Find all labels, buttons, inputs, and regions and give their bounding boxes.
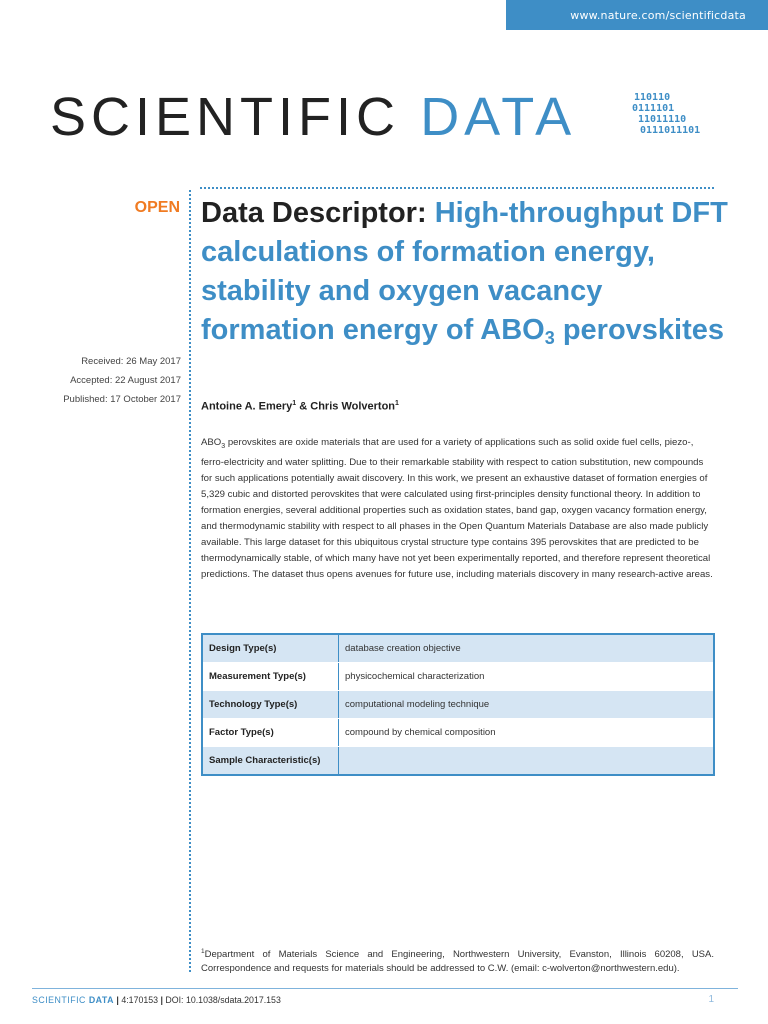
table-row: [202, 719, 714, 747]
table-value: [339, 747, 715, 776]
table-key: Sample Characteristic(s): [202, 747, 339, 776]
journal-url-bar[interactable]: [506, 0, 768, 30]
table-key: Factor Type(s): [202, 719, 339, 747]
abstract: [201, 435, 716, 583]
author-name: Chris Wolverton: [310, 400, 396, 413]
abstract-subscript: 3: [221, 442, 226, 450]
binary-line: 0111101: [632, 103, 675, 114]
article-title-end: perovskites: [562, 314, 725, 346]
footer-separator: |: [116, 995, 119, 1005]
author-affiliation-marker: 1: [395, 400, 399, 407]
binary-line: 0111011101: [640, 125, 701, 136]
margin-dotted-divider: [189, 190, 191, 972]
affiliation-footnote: [201, 945, 714, 976]
page-number: 1: [708, 994, 714, 1005]
author-separator: &: [299, 400, 308, 413]
published-date: Published: 17 October 2017: [63, 394, 181, 405]
abstract-formula: ABO: [201, 437, 222, 448]
table-row: [202, 663, 714, 691]
table-value: physicochemical characterization: [339, 663, 715, 691]
table-value: compound by chemical composition: [339, 719, 715, 747]
page-footer: [32, 995, 281, 1005]
journal-url[interactable]: www.nature.com/scientificdata: [570, 8, 746, 22]
table-key: Technology Type(s): [202, 691, 339, 719]
header-dotted-divider: [200, 187, 714, 189]
table-row: [202, 691, 714, 719]
article-type-label: Data Descriptor:: [201, 197, 427, 229]
footer-doi[interactable]: DOI: 10.1038/sdata.2017.153: [165, 995, 281, 1005]
author-affiliation-marker: 1: [292, 400, 297, 407]
footer-citation: 4:170153: [121, 995, 159, 1005]
table-key: Measurement Type(s): [202, 663, 339, 691]
article-dates: [63, 352, 181, 409]
binary-line: 11011110: [638, 114, 687, 125]
title-subscript: 3: [544, 328, 555, 348]
footer-brand-word2: DATA: [88, 995, 114, 1005]
received-date: Received: 26 May 2017: [81, 356, 181, 367]
footnote-marker: 1: [201, 948, 205, 955]
author-list: [201, 400, 399, 413]
footnote-text: Department of Materials Science and Engineering, Northwestern University, Evanston, Illinois 60208, USA. Correspondence and requests for materials should be addressed to C.W. (email: c-wolverton@northwestern.edu).: [201, 949, 714, 975]
masthead-word-scientific: SCIENTIFIC: [50, 87, 401, 147]
footer-separator: |: [160, 995, 163, 1005]
accepted-date: Accepted: 22 August 2017: [70, 375, 181, 386]
metadata-table: [201, 633, 715, 776]
binary-logo-icon: [626, 92, 700, 136]
masthead-word-data: DATA: [420, 87, 577, 147]
table-value: computational modeling technique: [339, 691, 715, 719]
table-row: [202, 747, 714, 776]
table-key: Design Type(s): [202, 634, 339, 663]
open-access-label: OPEN: [134, 199, 180, 216]
abstract-text: perovskites are oxide materials that are used for a variety of applications such as solid oxide fuel cells, piezo-, ferro-electricity and water splitting. Due to their remarkable stability with respect to cation substitution, new compounds for such applications potentially await discovery. In this work, we present an exhaustive dataset of formation energies of 5,329 cubic and distorted perovskites that were calculated using first-principles density functional theory. In addition to formation energies, several additional properties such as oxidation states, band gap, oxygen vacancy formation energy, and thermodynamic stability with respect to all phases in the Open Quantum Materials Database are also made publicly available. This large dataset for this ubiquitous crystal structure type contains 395 perovskites that are predicted to be thermodynamically stable, of which many have not yet been experimentally reported, and therefore represent theoretical predictions. The dataset thus opens avenues for future use, including materials discovery in many research-active areas.: [201, 437, 713, 580]
article-title-text: High-throughput DFT calculations of formation energy, stability and oxygen vacancy formation energy of ABO: [201, 197, 728, 346]
footer-brand: [32, 995, 114, 1005]
table-row: [202, 634, 714, 663]
article-title: [201, 194, 731, 350]
table-value: database creation objective: [339, 634, 715, 663]
footer-divider: [32, 988, 738, 989]
binary-line: 110110: [634, 92, 671, 103]
journal-masthead: [50, 82, 576, 152]
footer-brand-word1: SCIENTIFIC: [32, 995, 86, 1005]
author-name: Antoine A. Emery: [201, 400, 293, 413]
